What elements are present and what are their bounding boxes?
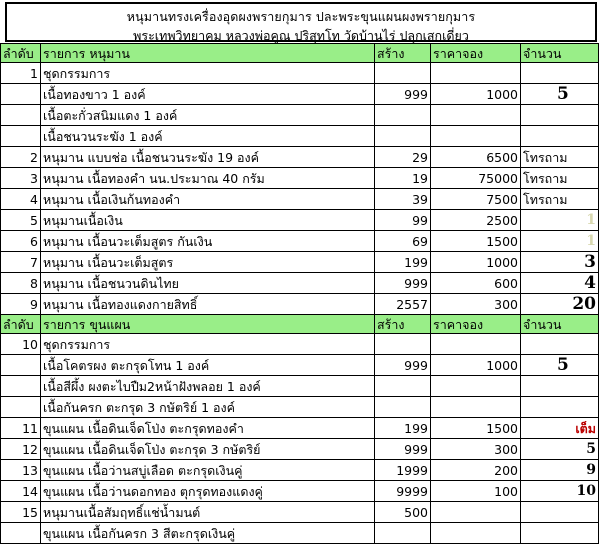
title-box (5, 2, 597, 42)
row-qty (521, 63, 599, 84)
row-price (431, 502, 521, 523)
row-built (375, 334, 431, 355)
row-index: 8 (1, 273, 41, 294)
table-row (1, 189, 599, 210)
row-item: ชุดกรรมการ (41, 63, 375, 84)
row-index: 14 (1, 481, 41, 502)
header-idx: ลำดับ (1, 44, 41, 63)
row-item: หนุมาน เนื้อทองแดงกายสิทธิ์ (41, 294, 375, 315)
header-qty: จำนวน (521, 315, 599, 334)
row-qty (521, 210, 599, 231)
row-item: หนุมาน เนื้อทองคำ นน.ประมาณ 40 กรัม (41, 168, 375, 189)
row-built: 9999 (375, 481, 431, 502)
header-price: ราคาจอง (431, 315, 521, 334)
title-line-1: หนุมานทรงเครื่องอุดผงพรายกุมาร ปละพระขุนแผนผงพรายกุมาร (126, 9, 476, 24)
table-header-row (1, 315, 599, 334)
price-table-body (1, 44, 599, 544)
table-row (1, 418, 599, 439)
table-row (1, 502, 599, 523)
row-item: เนื้อสีผึ้ง ผงตะไบปืม2หน้าฝังพลอย 1 องค์ (41, 376, 375, 397)
row-built (375, 397, 431, 418)
table-row (1, 294, 599, 315)
row-item: หนุมาน เนื้อชนวนดินไทย (41, 273, 375, 294)
row-index (1, 105, 41, 126)
row-item: เนื้อทองขาว 1 องค์ (41, 84, 375, 105)
row-index: 13 (1, 460, 41, 481)
row-index: 9 (1, 294, 41, 315)
row-qty: โทรถาม (521, 147, 599, 168)
row-qty (521, 397, 599, 418)
row-price: 300 (431, 439, 521, 460)
row-price: 75000 (431, 168, 521, 189)
row-index: 15 (1, 502, 41, 523)
row-item: เนื้อชนวนระฆัง 1 องค์ (41, 126, 375, 147)
row-qty (521, 355, 599, 376)
row-price (431, 397, 521, 418)
row-item: ขุนแผน เนื้อกันครก 3 สีตะกรุดเงินคู่ (41, 523, 375, 544)
row-built (375, 523, 431, 544)
row-item: ขุนแผน เนื้อดินเจ็ดโป่ง ตะกรุด 3 กษัตริย์ (41, 439, 375, 460)
row-item: หนุมาน แบบช่อ เนื้อชนวนระฆัง 19 องค์ (41, 147, 375, 168)
table-row (1, 126, 599, 147)
row-index: 5 (1, 210, 41, 231)
qty-value: 10 (576, 483, 596, 499)
table-row (1, 252, 599, 273)
row-built: 999 (375, 84, 431, 105)
row-item: หนุมาน เนื้อนวะเต็มสูตร กันเงิน (41, 231, 375, 252)
row-built: 999 (375, 355, 431, 376)
row-item: หนุมานเนื้อเงิน (41, 210, 375, 231)
table-row (1, 376, 599, 397)
row-index (1, 84, 41, 105)
row-index (1, 376, 41, 397)
row-qty (521, 376, 599, 397)
table-row (1, 355, 599, 376)
table-header-row (1, 44, 599, 63)
row-built (375, 376, 431, 397)
qty-value: 4 (584, 272, 596, 293)
row-qty (521, 460, 599, 481)
row-built: 39 (375, 189, 431, 210)
row-price: 1000 (431, 355, 521, 376)
row-price: 6500 (431, 147, 521, 168)
row-qty (521, 334, 599, 355)
row-item: เนื้อกันครก ตะกรุด 3 กษัตริย์ 1 องค์ (41, 397, 375, 418)
row-price: 200 (431, 460, 521, 481)
row-built: 500 (375, 502, 431, 523)
row-qty (521, 252, 599, 273)
qty-value: 3 (584, 251, 596, 272)
qty-value: 1 (586, 233, 596, 249)
row-index: 3 (1, 168, 41, 189)
row-index: 11 (1, 418, 41, 439)
row-index (1, 355, 41, 376)
row-item: ขุนแผน เนื้อว่านดอกทอง ตุกรุดทองแดงคู่ (41, 481, 375, 502)
row-qty (521, 481, 599, 502)
table-row (1, 397, 599, 418)
row-qty (521, 502, 599, 523)
row-item: ขุนแผน เนื้อดินเจ็ดโป่ง ตะกรุดทองคำ (41, 418, 375, 439)
row-price (431, 376, 521, 397)
row-qty (521, 126, 599, 147)
qty-value: 5 (557, 354, 569, 375)
row-built: 999 (375, 273, 431, 294)
row-qty (521, 105, 599, 126)
qty-value: เต็ม (575, 420, 596, 436)
row-built (375, 63, 431, 84)
row-price (431, 63, 521, 84)
table-row (1, 105, 599, 126)
row-price (431, 523, 521, 544)
qty-value: 9 (586, 462, 596, 478)
qty-value: 5 (586, 441, 596, 457)
table-row (1, 168, 599, 189)
row-price: 1000 (431, 252, 521, 273)
qty-value: 1 (586, 212, 596, 228)
row-built: 1999 (375, 460, 431, 481)
row-price (431, 105, 521, 126)
row-built: 19 (375, 168, 431, 189)
row-index: 4 (1, 189, 41, 210)
row-index: 2 (1, 147, 41, 168)
row-price: 300 (431, 294, 521, 315)
row-item: ขุนแผน เนื้อว่านสบู่เลือด ตะกรุดเงินคู่ (41, 460, 375, 481)
row-built: 69 (375, 231, 431, 252)
row-price (431, 334, 521, 355)
row-price: 7500 (431, 189, 521, 210)
row-index: 1 (1, 63, 41, 84)
row-price (431, 126, 521, 147)
header-item: รายการ หนุมาน (41, 44, 375, 63)
row-index: 12 (1, 439, 41, 460)
row-qty (521, 523, 599, 544)
row-item: หนุมาน เนื้อเงินก้นทองคำ (41, 189, 375, 210)
row-qty (521, 418, 599, 439)
header-built: สร้าง (375, 315, 431, 334)
row-built (375, 126, 431, 147)
row-item: เนื้อโคตรผง ตะกรุดโทน 1 องค์ (41, 355, 375, 376)
row-qty (521, 294, 599, 315)
row-built: 199 (375, 252, 431, 273)
row-index: 6 (1, 231, 41, 252)
row-qty: โทรถาม (521, 168, 599, 189)
table-row (1, 84, 599, 105)
table-row (1, 481, 599, 502)
header-item: รายการ ขุนแผน (41, 315, 375, 334)
row-item: หนุมานเนื้อสัมฤทธิ์แช่น้ำมนต์ (41, 502, 375, 523)
row-built: 199 (375, 418, 431, 439)
row-qty (521, 439, 599, 460)
table-row (1, 147, 599, 168)
row-qty (521, 231, 599, 252)
row-built: 2557 (375, 294, 431, 315)
row-index: 10 (1, 334, 41, 355)
row-item: ชุดกรรมการ (41, 334, 375, 355)
header-idx: ลำดับ (1, 315, 41, 334)
row-index (1, 523, 41, 544)
header-built: สร้าง (375, 44, 431, 63)
row-price: 1500 (431, 231, 521, 252)
row-price: 600 (431, 273, 521, 294)
header-price: ราคาจอง (431, 44, 521, 63)
qty-value: 5 (557, 83, 569, 104)
row-built: 99 (375, 210, 431, 231)
price-table (0, 43, 599, 544)
table-row (1, 460, 599, 481)
table-row (1, 439, 599, 460)
title-line-2: พระเทพวิทยาคม หลวงพ่อคูณ ปริสุทโท วัดบ้านไร่ ปลุกเสกเดี่ยว (133, 28, 469, 43)
row-price: 1500 (431, 418, 521, 439)
row-qty (521, 273, 599, 294)
row-qty: โทรถาม (521, 189, 599, 210)
row-built (375, 105, 431, 126)
table-row (1, 273, 599, 294)
table-row (1, 63, 599, 84)
table-row (1, 210, 599, 231)
header-qty: จำนวน (521, 44, 599, 63)
table-row (1, 231, 599, 252)
row-index (1, 397, 41, 418)
row-index: 7 (1, 252, 41, 273)
row-built: 29 (375, 147, 431, 168)
row-qty (521, 84, 599, 105)
row-index (1, 126, 41, 147)
qty-value: 20 (572, 293, 596, 314)
table-row (1, 334, 599, 355)
row-item: หนุมาน เนื้อนวะเต็มสูตร (41, 252, 375, 273)
row-price: 1000 (431, 84, 521, 105)
row-price: 100 (431, 481, 521, 502)
row-built: 999 (375, 439, 431, 460)
row-item: เนื้อตะกั่วสนิมแดง 1 องค์ (41, 105, 375, 126)
table-row (1, 523, 599, 544)
row-price: 2500 (431, 210, 521, 231)
